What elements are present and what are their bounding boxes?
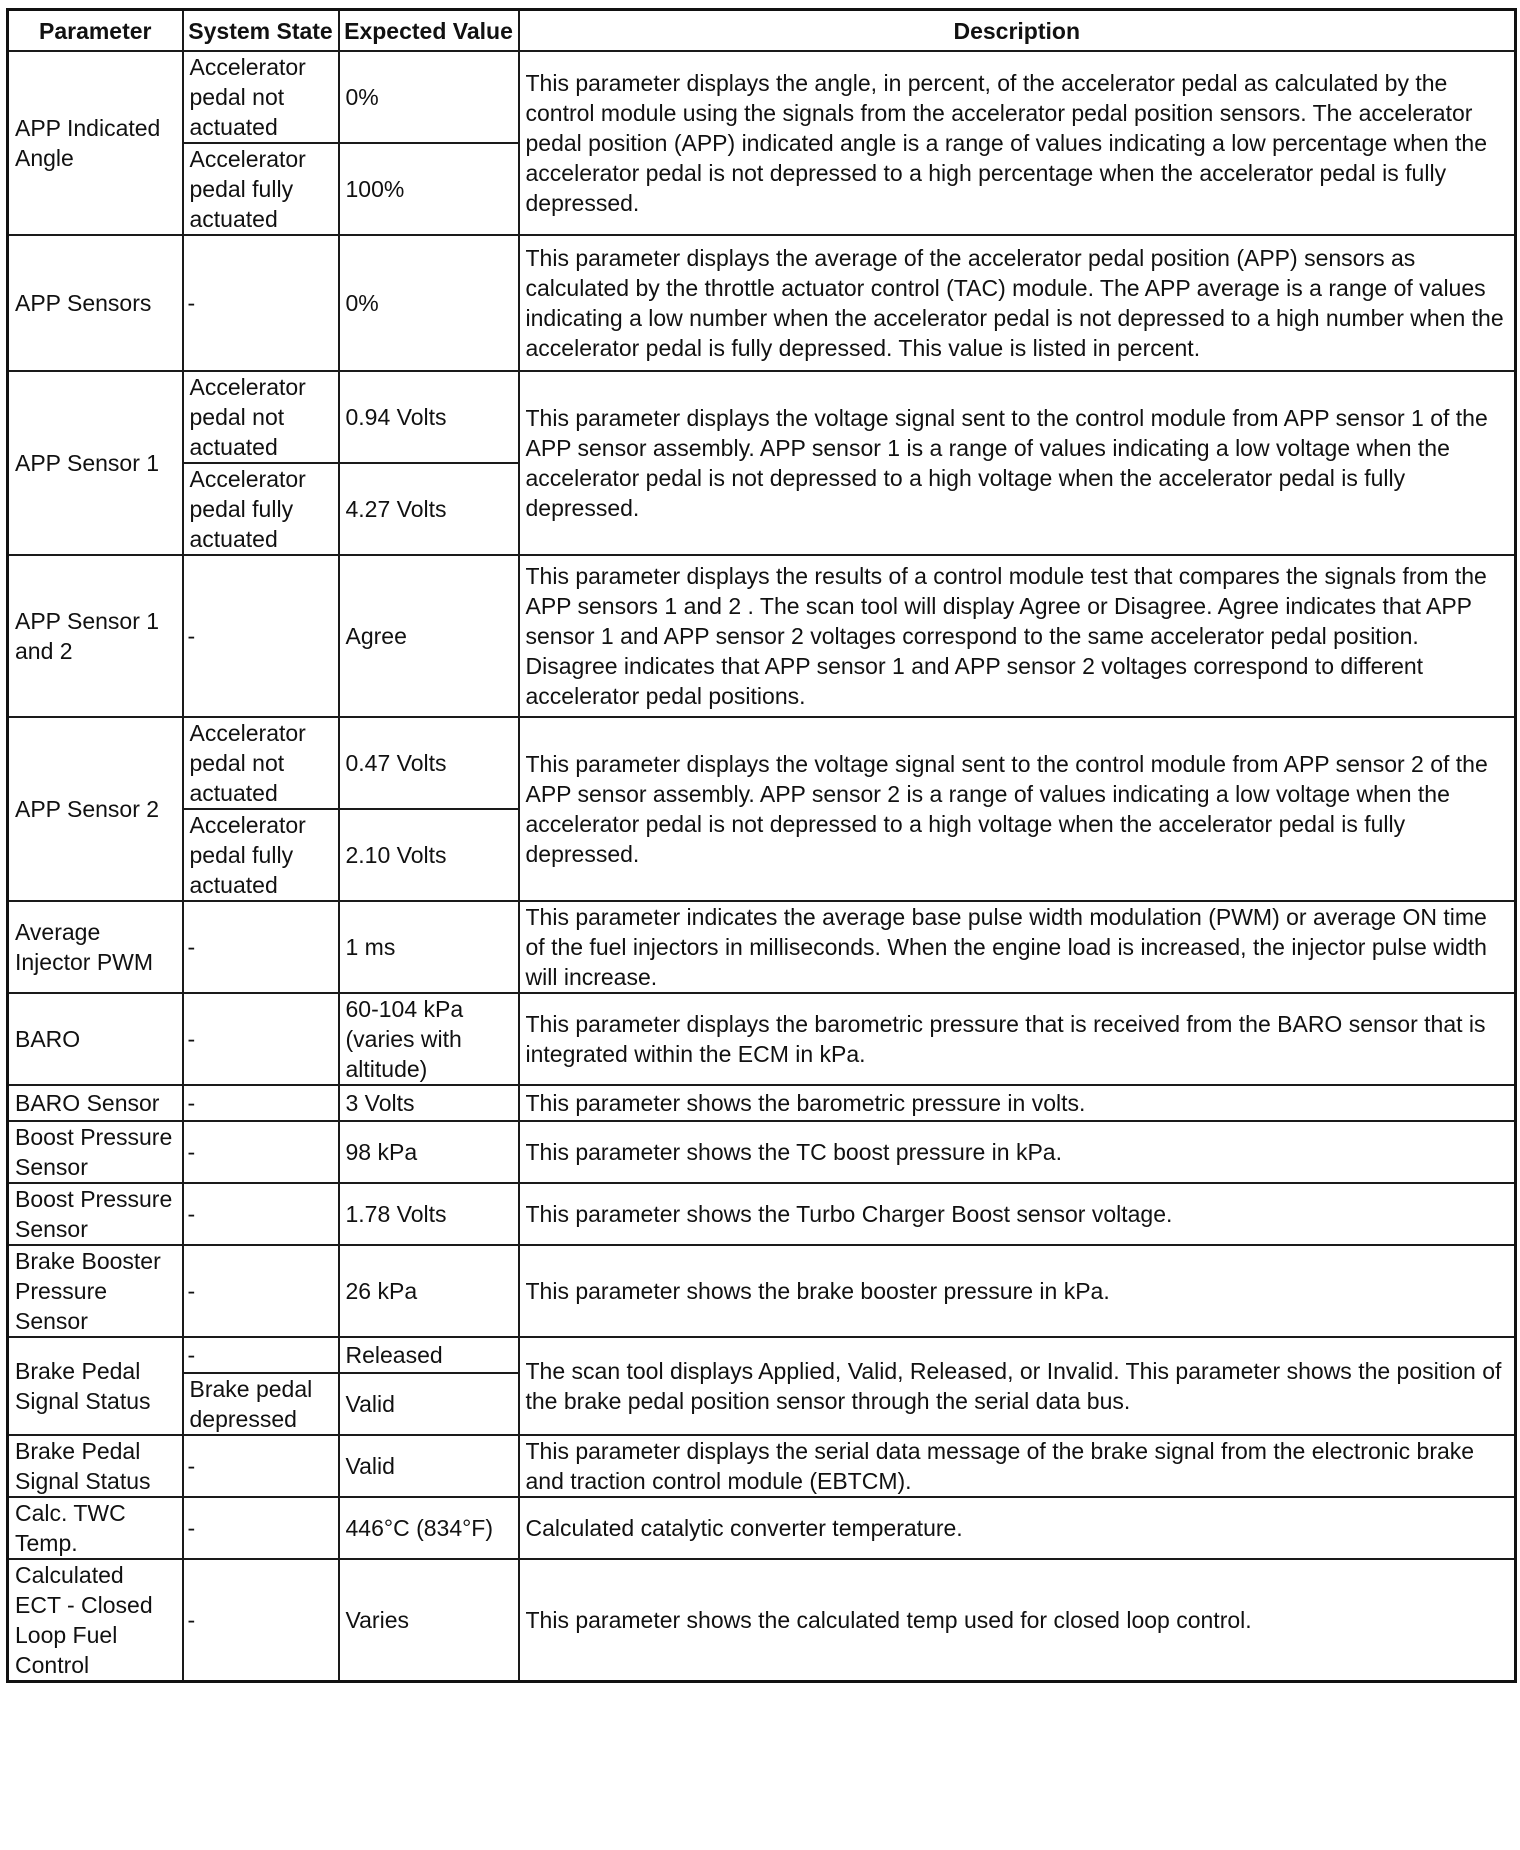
- cell-description: This parameter displays the average of the accelerator pedal position (APP) sensors as calculated by the throttle actuator control (TAC) module. The APP average is a range of values indicating a low number when the accelerator pedal is not depressed to a high number when the accelerator pedal is fully depressed. This value is listed in percent.: [519, 235, 1516, 371]
- cell-system-state: Accelerator pedal fully actuated: [183, 809, 339, 901]
- cell-expected-value: 3 Volts: [339, 1085, 519, 1121]
- cell-system-state: -: [183, 1559, 339, 1682]
- cell-parameter: Brake Pedal Signal Status: [8, 1435, 183, 1497]
- cell-expected-value: Valid: [339, 1373, 519, 1435]
- cell-system-state: Brake pedal depressed: [183, 1373, 339, 1435]
- cell-expected-value: Agree: [339, 555, 519, 717]
- cell-parameter: BARO Sensor: [8, 1085, 183, 1121]
- cell-expected-value: 0%: [339, 51, 519, 143]
- cell-system-state: Accelerator pedal not actuated: [183, 717, 339, 809]
- cell-description: This parameter shows the Turbo Charger Boost sensor voltage.: [519, 1183, 1516, 1245]
- table-row: [8, 901, 1516, 993]
- table-row: [8, 555, 1516, 717]
- cell-system-state: -: [183, 1121, 339, 1183]
- cell-description: This parameter shows the barometric pressure in volts.: [519, 1085, 1516, 1121]
- cell-description: Calculated catalytic converter temperature.: [519, 1497, 1516, 1559]
- table-body: [8, 51, 1516, 1682]
- cell-system-state: -: [183, 1183, 339, 1245]
- cell-system-state: Accelerator pedal fully actuated: [183, 143, 339, 235]
- cell-parameter: APP Sensors: [8, 235, 183, 371]
- header-description: Description: [519, 10, 1516, 52]
- cell-parameter: APP Sensor 1: [8, 371, 183, 555]
- cell-expected-value: 100%: [339, 143, 519, 235]
- cell-parameter: Boost Pressure Sensor: [8, 1183, 183, 1245]
- cell-system-state: -: [183, 555, 339, 717]
- cell-system-state: -: [183, 993, 339, 1085]
- cell-system-state: Accelerator pedal not actuated: [183, 371, 339, 463]
- cell-parameter: Brake Booster Pressure Sensor: [8, 1245, 183, 1337]
- cell-description: This parameter shows the brake booster pressure in kPa.: [519, 1245, 1516, 1337]
- table-row: [8, 1183, 1516, 1245]
- table-row: [8, 717, 1516, 809]
- header-parameter: Parameter: [8, 10, 183, 52]
- cell-description: This parameter shows the TC boost pressure in kPa.: [519, 1121, 1516, 1183]
- cell-expected-value: 1.78 Volts: [339, 1183, 519, 1245]
- cell-parameter: APP Sensor 2: [8, 717, 183, 901]
- cell-expected-value: Released: [339, 1337, 519, 1373]
- cell-expected-value: Valid: [339, 1435, 519, 1497]
- cell-parameter: Calc. TWC Temp.: [8, 1497, 183, 1559]
- cell-system-state: Accelerator pedal not actuated: [183, 51, 339, 143]
- cell-parameter: Brake Pedal Signal Status: [8, 1337, 183, 1435]
- cell-expected-value: 0%: [339, 235, 519, 371]
- table-row: [8, 1245, 1516, 1337]
- cell-system-state: Accelerator pedal fully actuated: [183, 463, 339, 555]
- cell-expected-value: 2.10 Volts: [339, 809, 519, 901]
- cell-system-state: -: [183, 235, 339, 371]
- table-row: [8, 1435, 1516, 1497]
- cell-system-state: -: [183, 901, 339, 993]
- cell-expected-value: 98 kPa: [339, 1121, 519, 1183]
- table-row: [8, 371, 1516, 463]
- cell-expected-value: 446°C (834°F): [339, 1497, 519, 1559]
- cell-parameter: Average Injector PWM: [8, 901, 183, 993]
- table-row: [8, 1337, 1516, 1373]
- cell-system-state: -: [183, 1085, 339, 1121]
- cell-parameter: APP Indicated Angle: [8, 51, 183, 235]
- cell-description: This parameter displays the serial data message of the brake signal from the electronic brake and traction control module (EBTCM).: [519, 1435, 1516, 1497]
- cell-description: This parameter displays the angle, in percent, of the accelerator pedal as calculated by the control module using the signals from the accelerator pedal position sensors. The accelerator pedal position (APP) indicated angle is a range of values indicating a low percentage when the accelerator pedal is not depressed to a high percentage when the accelerator pedal is fully depressed.: [519, 51, 1516, 235]
- table-row: [8, 993, 1516, 1085]
- cell-description: This parameter displays the barometric pressure that is received from the BARO sensor that is integrated within the ECM in kPa.: [519, 993, 1516, 1085]
- cell-parameter: APP Sensor 1 and 2: [8, 555, 183, 717]
- cell-expected-value: 0.94 Volts: [339, 371, 519, 463]
- cell-description: The scan tool displays Applied, Valid, Released, or Invalid. This parameter shows the position of the brake pedal position sensor through the serial data bus.: [519, 1337, 1516, 1435]
- cell-expected-value: 0.47 Volts: [339, 717, 519, 809]
- header-expected-value: Expected Value: [339, 10, 519, 52]
- cell-description: This parameter shows the calculated temp used for closed loop control.: [519, 1559, 1516, 1682]
- table-row: [8, 1121, 1516, 1183]
- cell-expected-value: 1 ms: [339, 901, 519, 993]
- cell-system-state: -: [183, 1245, 339, 1337]
- header-system-state: System State: [183, 10, 339, 52]
- cell-description: This parameter indicates the average base pulse width modulation (PWM) or average ON time of the fuel injectors in milliseconds. When the engine load is increased, the injector pulse width will increase.: [519, 901, 1516, 993]
- table-row: [8, 235, 1516, 371]
- cell-description: This parameter displays the voltage signal sent to the control module from APP sensor 1 of the APP sensor assembly. APP sensor 1 is a range of values indicating a low voltage when the accelerator pedal is not depressed to a high voltage when the accelerator pedal is fully depressed.: [519, 371, 1516, 555]
- cell-expected-value: 4.27 Volts: [339, 463, 519, 555]
- cell-expected-value: 26 kPa: [339, 1245, 519, 1337]
- cell-description: This parameter displays the results of a control module test that compares the signals from the APP sensors 1 and 2 . The scan tool will display Agree or Disagree. Agree indicates that APP sensor 1 and APP sensor 2 voltages correspond to the same accelerator pedal position. Disagree indicates that APP sensor 1 and APP sensor 2 voltages correspond to different accelerator pedal positions.: [519, 555, 1516, 717]
- cell-expected-value: Varies: [339, 1559, 519, 1682]
- cell-system-state: -: [183, 1497, 339, 1559]
- table-row: [8, 1559, 1516, 1682]
- cell-parameter: Boost Pressure Sensor: [8, 1121, 183, 1183]
- cell-parameter: BARO: [8, 993, 183, 1085]
- table-row: [8, 1085, 1516, 1121]
- cell-parameter: Calculated ECT - Closed Loop Fuel Control: [8, 1559, 183, 1682]
- parameter-table: [6, 8, 1517, 1683]
- cell-system-state: -: [183, 1337, 339, 1373]
- cell-expected-value: 60-104 kPa (varies with altitude): [339, 993, 519, 1085]
- table-header-row: [8, 10, 1516, 52]
- table-row: [8, 51, 1516, 143]
- cell-system-state: -: [183, 1435, 339, 1497]
- cell-description: This parameter displays the voltage signal sent to the control module from APP sensor 2 of the APP sensor assembly. APP sensor 2 is a range of values indicating a low voltage when the accelerator pedal is not depressed to a high voltage when the accelerator pedal is fully depressed.: [519, 717, 1516, 901]
- table-row: [8, 1497, 1516, 1559]
